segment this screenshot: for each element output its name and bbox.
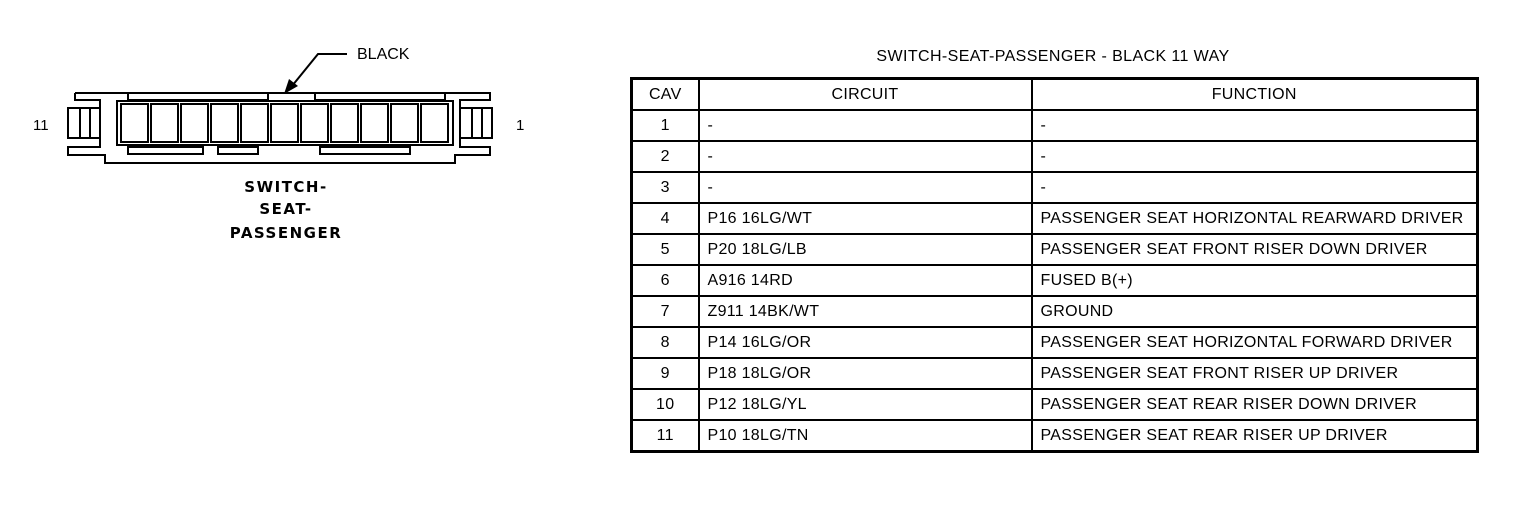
- function-cell: GROUND: [1032, 296, 1478, 327]
- color-label: BLACK: [357, 46, 410, 63]
- cav-cell: 4: [632, 203, 699, 234]
- circuit-cell: Z911 14BK/WT: [699, 296, 1032, 327]
- cavity: [361, 104, 388, 142]
- cavity: [121, 104, 148, 142]
- connector-diagram: [0, 0, 620, 260]
- table-row: [632, 420, 1478, 452]
- table-row: [632, 327, 1478, 358]
- function-cell: -: [1032, 172, 1478, 203]
- function-cell: -: [1032, 110, 1478, 141]
- cavity: [151, 104, 178, 142]
- pin-label-right: 1: [516, 117, 525, 134]
- function-cell: PASSENGER SEAT FRONT RISER DOWN DRIVER: [1032, 234, 1478, 265]
- function-cell: -: [1032, 141, 1478, 172]
- circuit-cell: P12 18LG/YL: [699, 389, 1032, 420]
- table-row: [632, 141, 1478, 172]
- connector-name-line: SEAT-: [259, 200, 313, 218]
- header-function: FUNCTION: [1032, 79, 1478, 111]
- cav-cell: 6: [632, 265, 699, 296]
- cavity: [301, 104, 328, 142]
- cav-cell: 5: [632, 234, 699, 265]
- cav-cell: 11: [632, 420, 699, 452]
- function-cell: PASSENGER SEAT REAR RISER DOWN DRIVER: [1032, 389, 1478, 420]
- table-row: [632, 110, 1478, 141]
- function-cell: PASSENGER SEAT FRONT RISER UP DRIVER: [1032, 358, 1478, 389]
- circuit-cell: P16 16LG/WT: [699, 203, 1032, 234]
- function-cell: PASSENGER SEAT HORIZONTAL FORWARD DRIVER: [1032, 327, 1478, 358]
- circuit-cell: -: [699, 141, 1032, 172]
- table-title: SWITCH-SEAT-PASSENGER - BLACK 11 WAY: [876, 48, 1230, 65]
- table-row: [632, 172, 1478, 203]
- circuit-cell: P18 18LG/OR: [699, 358, 1032, 389]
- pin-label-left: 11: [33, 117, 49, 134]
- table-header-row: [632, 79, 1478, 111]
- header-circuit: CIRCUIT: [699, 79, 1032, 111]
- cav-cell: 10: [632, 389, 699, 420]
- circuit-cell: P14 16LG/OR: [699, 327, 1032, 358]
- table-row: [632, 234, 1478, 265]
- cavity: [331, 104, 358, 142]
- cavity-group: [121, 104, 448, 142]
- circuit-cell: P10 18LG/TN: [699, 420, 1032, 452]
- function-cell: FUSED B(+): [1032, 265, 1478, 296]
- table-row: [632, 358, 1478, 389]
- header-cav: CAV: [632, 79, 699, 111]
- pinout-table: [630, 77, 1479, 453]
- cavity: [391, 104, 418, 142]
- cav-cell: 7: [632, 296, 699, 327]
- cavity: [241, 104, 268, 142]
- cav-cell: 9: [632, 358, 699, 389]
- cav-cell: 8: [632, 327, 699, 358]
- cav-cell: 1: [632, 110, 699, 141]
- pointer-arrow: [284, 54, 347, 94]
- connector-name-line: SWITCH-: [244, 178, 328, 196]
- cav-cell: 3: [632, 172, 699, 203]
- function-cell: PASSENGER SEAT REAR RISER UP DRIVER: [1032, 420, 1478, 452]
- circuit-cell: P20 18LG/LB: [699, 234, 1032, 265]
- circuit-cell: -: [699, 172, 1032, 203]
- function-cell: PASSENGER SEAT HORIZONTAL REARWARD DRIVER: [1032, 203, 1478, 234]
- table-row: [632, 203, 1478, 234]
- table-row: [632, 389, 1478, 420]
- connector-name-line: PASSENGER: [229, 224, 343, 242]
- cavity: [421, 104, 448, 142]
- table-row: [632, 296, 1478, 327]
- cavity: [211, 104, 238, 142]
- cavity: [181, 104, 208, 142]
- circuit-cell: A916 14RD: [699, 265, 1032, 296]
- circuit-cell: -: [699, 110, 1032, 141]
- cav-cell: 2: [632, 141, 699, 172]
- table-row: [632, 265, 1478, 296]
- cavity: [271, 104, 298, 142]
